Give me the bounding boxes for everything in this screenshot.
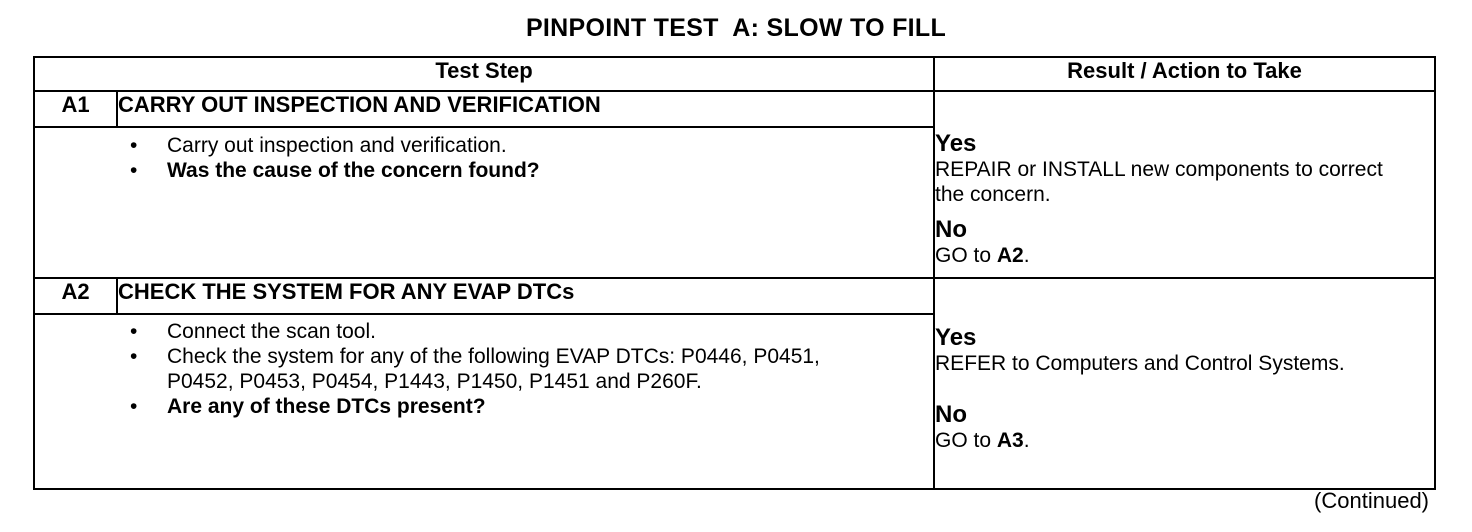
yes-label: Yes bbox=[935, 324, 977, 351]
bullet-icon: • bbox=[130, 345, 138, 368]
step-id: A2 bbox=[34, 278, 117, 314]
test-step-header: Test Step bbox=[34, 57, 934, 91]
bullet-item: • Check the system for any of the following EVAP DTCs: P0446, P0451, P0452, P0453, P0454, P1443, P1450, P1451 and P260F. bbox=[130, 345, 820, 393]
step-a2-result bbox=[934, 278, 1435, 489]
goto-step-link: A2 bbox=[996, 244, 1024, 267]
no-action: GO to A3. bbox=[935, 429, 1030, 452]
pinpoint-test-table bbox=[33, 56, 1436, 490]
step-a2-bullets bbox=[35, 319, 933, 419]
step-a1-result bbox=[934, 91, 1435, 278]
step-a2-title-row bbox=[34, 278, 1435, 314]
step-id: A1 bbox=[34, 91, 117, 127]
bullet-item: • Carry out inspection and verification. bbox=[130, 134, 507, 157]
step-a2-body bbox=[34, 314, 934, 489]
step-name: CARRY OUT INSPECTION AND VERIFICATION bbox=[117, 91, 934, 127]
header-row bbox=[34, 57, 1435, 91]
yes-action: REPAIR or INSTALL new components to correct the concern. bbox=[935, 158, 1383, 206]
bullet-icon: • bbox=[130, 320, 138, 343]
continued-note: (Continued) bbox=[1314, 488, 1429, 513]
goto-step-link: A3 bbox=[996, 429, 1024, 452]
bullet-icon: • bbox=[130, 134, 138, 157]
step-a1-title-row bbox=[34, 91, 1435, 127]
page-title: PINPOINT TEST A: SLOW TO FILL bbox=[525, 14, 947, 42]
bullet-icon: • bbox=[130, 159, 138, 182]
step-a1-bullets bbox=[35, 133, 933, 183]
no-action: GO to A2. bbox=[935, 244, 1030, 267]
yes-action: REFER to Computers and Control Systems. bbox=[935, 352, 1345, 375]
bullet-item-question: • Are any of these DTCs present? bbox=[130, 395, 486, 418]
bullet-icon: • bbox=[130, 395, 138, 418]
bullet-item: • Connect the scan tool. bbox=[130, 320, 376, 343]
no-label: No bbox=[935, 216, 968, 243]
result-header: Result / Action to Take bbox=[934, 57, 1435, 91]
step-a1-body bbox=[34, 127, 934, 278]
yes-label: Yes bbox=[935, 130, 977, 157]
step-name: CHECK THE SYSTEM FOR ANY EVAP DTCs bbox=[117, 278, 934, 314]
bullet-item-question: • Was the cause of the concern found? bbox=[130, 159, 540, 182]
no-label: No bbox=[935, 401, 968, 428]
